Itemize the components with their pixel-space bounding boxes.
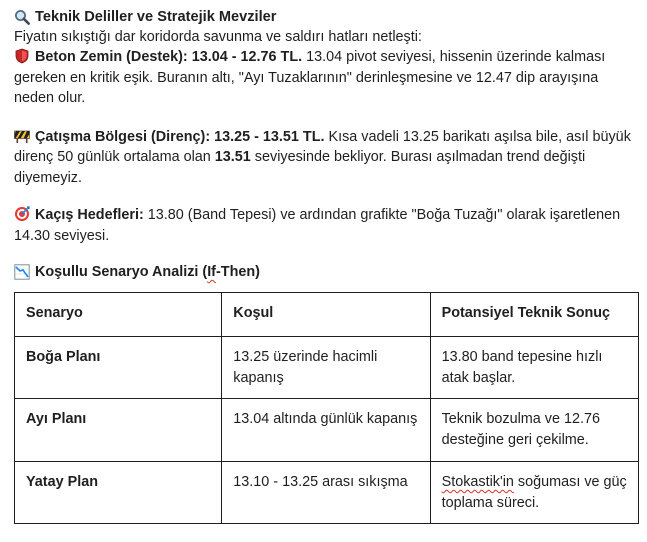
scenario-condition: 13.10 - 13.25 arası sıkışma [222, 462, 430, 524]
magnifier-icon [14, 9, 30, 25]
scenario-table [14, 292, 639, 524]
header-scenario: Senaryo [15, 293, 222, 337]
resistance-label: Çatışma Bölgesi (Direnç): 13.25 - 13.51 TL. [35, 128, 325, 145]
resistance-strong-value: 13.51 [214, 149, 251, 165]
scenario-result: 13.80 band tepesine hızlı atak başlar. [430, 337, 638, 399]
scenario-title-b: -Then) [215, 264, 260, 280]
target-icon [14, 206, 30, 222]
scenario-name: Boğa Planı [15, 337, 222, 399]
targets-text: 13.80 (Band Tepesi) ve ardından grafikte "Boğa Tuzağı" olarak işaretlenen 14.30 seviyesi. [14, 207, 621, 244]
support-label: Beton Zemin (Destek): 13.04 - 12.76 TL. [35, 49, 303, 65]
scenario-name: Ayı Planı [15, 399, 222, 462]
scenario-condition: 13.25 üzerinde hacimli kapanış [222, 337, 430, 399]
shield-icon [14, 48, 30, 64]
resistance-text-b: seviyesinde bekliyor. Burası aşılmadan trend değişti diyemeyiz. [14, 149, 586, 186]
scenario-result [430, 462, 638, 524]
document [14, 7, 638, 282]
scenario-condition: 13.04 altında günlük kapanış [222, 399, 430, 462]
resistance-text-a: Kısa vadeli 13.25 barikatı aşılsa bile, asıl büyük direnç 50 günlük ortalama olan [14, 128, 631, 165]
scenario-result-squiggle: Stokastik'in [441, 474, 514, 490]
scenario-title-squiggle: If [207, 264, 216, 280]
table-row [15, 337, 639, 399]
table-row [15, 399, 639, 462]
resistance-paragraph [14, 127, 638, 189]
intro-text: Fiyatın sıkıştığı dar koridorda savunma ve saldırı hatları netleşti: [14, 29, 422, 45]
support-paragraph [14, 47, 638, 109]
scenario-name: Yatay Plan [15, 462, 222, 524]
support-text: 13.04 pivot seviyesi, hissenin üzerinde kalması gereken en kritik eşik. Buranın altı, "Ayı Tuzaklarının" derinleşmesine ve 12.47 dip arayışına neden olur. [14, 49, 606, 106]
scenario-title-a: Koşullu Senaryo Analizi ( [35, 264, 208, 280]
scenario-result-rest: soğuması ve güç toplama süreci. [441, 474, 627, 511]
scenario-result: Teknik bozulma ve 12.76 desteğine geri çekilme. [430, 399, 638, 462]
construction-barrier-icon [14, 128, 30, 144]
section-title: Teknik Deliller ve Stratejik Mevziler [35, 9, 277, 25]
table-row [15, 462, 639, 524]
scenario-heading [14, 262, 638, 282]
section-heading [14, 7, 638, 27]
chart-down-icon [14, 264, 30, 280]
targets-paragraph [14, 205, 638, 246]
header-condition: Koşul [222, 293, 430, 337]
targets-label: Kaçış Hedefleri: [35, 207, 144, 223]
table-header-row [15, 293, 639, 337]
header-result: Potansiyel Teknik Sonuç [430, 293, 638, 337]
